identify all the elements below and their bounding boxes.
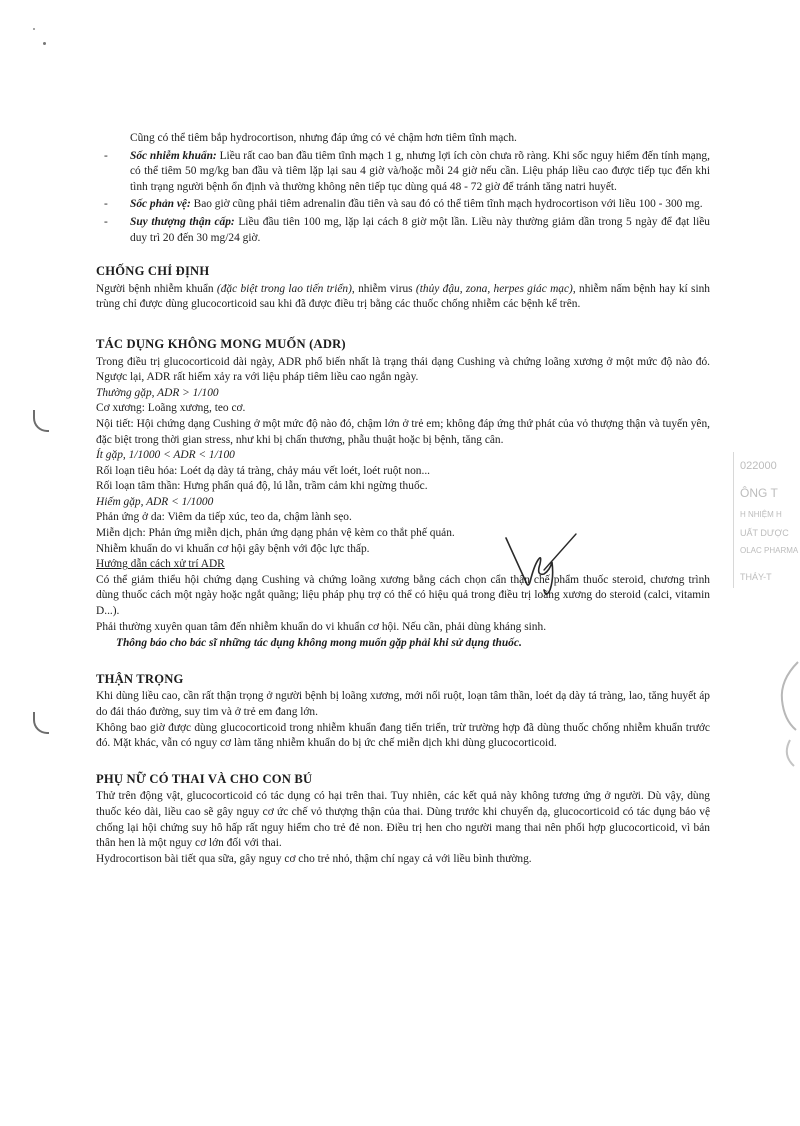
stamp-edge-mark xyxy=(770,660,800,770)
adr-common-item: Cơ xương: Loãng xương, teo cơ. xyxy=(96,402,246,415)
stamp-text: 022000 xyxy=(740,460,777,472)
list-item-term: Sốc nhiễm khuẩn: xyxy=(130,149,217,162)
adr-rare-item: Phản ứng ở da: Viêm da tiếp xúc, teo da, chậm lành sẹo. xyxy=(96,511,352,524)
stamp-text: H NHIỆM H xyxy=(740,510,782,519)
contraindications-text: Người bệnh nhiễm khuẩn (đặc biệt trong lao tiến triển), nhiễm virus (thủy đậu, zona, herpes giác mạc), nhiễm nấm bệnh hay kí sinh trùng chỉ được dùng glucocorticoid sau khi đã được điều trị bằng các thuốc chống nhiễm các bệnh kể trên. xyxy=(96,282,710,311)
list-item-text: Liều đầu tiên 100 mg, lặp lại cách 8 giờ một lần. Liều này thường giảm dần trong 5 ngày để đạt liều duy trì 20 đến 30 mg/24 giờ. xyxy=(130,215,710,244)
pregnancy-text: Thử trên động vật, glucocorticoid có tác dụng có hại trên thai. Tuy nhiên, các kết quả này không tương ứng ở người. Dù vậy, dùng thuốc kéo dài, liều cao sẽ gây nguy cơ ức chế vỏ thượng thận của thai. Dùng trước khi chuyển dạ, glucocorticoid có tác dụng bảo vệ chống lại hội chứng suy hô hấp rất nguy hiểm cho trẻ đẻ non. Điều trị hen cho người mang thai nên phối hợp glucocorticoid, vì bản thân hen là một nguy cơ lớn đối với thai. xyxy=(96,790,710,850)
list-item-text: Bao giờ cũng phải tiêm adrenalin đầu tiên và sau đó có thể tiêm tĩnh mạch hydrocortison với liều 100 - 300 mg. xyxy=(190,198,703,211)
list-item-term: Suy thượng thận cấp: xyxy=(130,215,235,228)
caution-text: Khi dùng liều cao, cần rất thận trọng ở người bệnh bị loãng xương, mới nối ruột, loạn tâm thần, loét dạ dày tá tràng, lao, tăng huyết áp do đái tháo đường, suy tim và ở trẻ em đang lớn. xyxy=(96,690,710,718)
adr-rare-item: Nhiễm khuẩn do vi khuẩn cơ hội gây bệnh với độc lực thấp. xyxy=(96,542,370,555)
stamp-text: ÔNG T xyxy=(740,486,778,500)
adr-uncommon-item: Rối loạn tâm thần: Hưng phấn quá độ, lú lẫn, trầm cảm khi ngừng thuốc. xyxy=(96,480,428,493)
list-item-text: Liều rất cao ban đầu tiêm tĩnh mạch 1 g, nhưng lợi ích còn chưa rõ ràng. Khi sốc nguy hiểm đến tính mạng, có thể tiêm 50 mg/kg ban đầu và tiêm lặp lại sau 4 giờ và/hoặc mỗi 24 giờ nếu cần. Liệu pháp liều cao được tiếp tục đến khi tình trạng người bệnh ổn định và thường không nên tiếp tục dùng quá 48 - 72 giờ để tránh tăng natri huyết. xyxy=(130,149,710,193)
adr-notice: Thông báo cho bác sĩ những tác dụng không mong muốn gặp phải khi sử dụng thuốc. xyxy=(116,637,522,650)
adr-common-item: Nội tiết: Hội chứng dạng Cushing ở một mức độ nào đó, chậm lớn ở trẻ em; không đáp ứng thứ phát của vỏ thượng thận và tuyến yên, đặc biệt trong thời gian stress, như khi bị chấn thương, phẫu thuật hoặc bị bệnh, tăng cân. xyxy=(96,417,710,446)
adr-uncommon-item: Rối loạn tiêu hóa: Loét dạ dày tá tràng, chảy máu vết loét, loét ruột non... xyxy=(96,464,431,477)
punch-hole-mark xyxy=(33,712,49,734)
punch-hole-mark xyxy=(33,410,49,432)
caution-text: Không bao giờ được dùng glucocorticoid trong nhiễm khuẩn đang tiến triển, trừ trường hợp đã dùng thuốc chống nhiễm khuẩn trước đó. Mặt khác, vẫn có nguy cơ làm tăng nhiễm khuẩn do bị ức chế miễn dịch khi dùng glucocorticoid. xyxy=(96,721,710,750)
adr-guide-text: Phải thường xuyên quan tâm đến nhiễm khuẩn do vi khuẩn cơ hội. Nếu cần, phải dùng kháng sinh. xyxy=(96,620,547,633)
company-stamp xyxy=(733,452,800,588)
adr-guide-text: Có thể giảm thiểu hội chứng dạng Cushing và chứng loãng xương bằng cách chọn cẩn thận chế phẩm thuốc steroid, chương trình dùng thuốc cách một ngày hoặc ngắt quãng; liệu pháp phụ trợ có thể có hiệu quả trong điều trị loãng xương do steroid (calci, vitamin D...). xyxy=(96,573,710,618)
list-item: - Sốc nhiễm khuẩn: Liều rất cao ban đầu tiêm tĩnh mạch 1 g, nhưng lợi ích còn chưa rõ ràng. Khi sốc nguy hiểm đến tính mạng, có thể tiêm 50 mg/kg ban đầu và tiêm lặp lại sau 4 giờ và/hoặc mỗi 24 giờ nếu cần. Liệu pháp liều cao được tiếp tục đến khi tình trạng người bệnh ổn định và thường không nên tiếp tục dùng quá 48 - 72 giờ để tránh tăng natri huyết. xyxy=(104,149,710,193)
pregnancy-text: Hydrocortison bài tiết qua sữa, gây nguy cơ cho trẻ nhỏ, thậm chí ngay cả với liều bình thường. xyxy=(96,852,532,865)
list-item: - Suy thượng thận cấp: Liều đầu tiên 100 mg, lặp lại cách 8 giờ một lần. Liều này thường giảm dần trong 5 ngày để đạt liều duy trì 20 đến 30 mg/24 giờ. xyxy=(104,215,710,244)
adr-uncommon-label: Ít gặp, 1/1000 < ADR < 1/100 xyxy=(96,449,235,462)
adr-rare-label: Hiếm gặp, ADR < 1/1000 xyxy=(96,495,214,508)
stamp-text: OLAC PHARMA xyxy=(740,546,799,555)
adr-rare-item: Miễn dịch: Phản ứng miễn dịch, phản ứng dạng phản vệ kèm co thắt phế quản. xyxy=(96,527,455,540)
list-item-term: Sốc phản vệ: xyxy=(130,198,191,211)
section-heading-pregnancy: PHỤ NỮ CÓ THAI VÀ CHO CON BÚ xyxy=(96,771,313,786)
intro-line: Cũng có thể tiêm bắp hydrocortison, nhưng đáp ứng có vẻ chậm hơn tiêm tĩnh mạch. xyxy=(130,132,517,144)
list-item: - Sốc phản vệ: Bao giờ cũng phải tiêm adrenalin đầu tiên và sau đó có thể tiêm tĩnh mạch hydrocortison với liều 100 - 300 mg. xyxy=(104,198,703,211)
scan-dot-mark xyxy=(43,42,46,45)
adr-intro: Trong điều trị glucocorticoid dài ngày, ADR phổ biến nhất là trạng thái dạng Cushing và chứng loãng xương ở một mức độ nào đó. Ngược lại, ADR rất hiếm xảy ra với liệu pháp tiêm liều cao ngắn ngày. xyxy=(96,355,710,384)
stamp-text: UẤT DƯỢC xyxy=(740,528,789,538)
section-heading-adr: TÁC DỤNG KHÔNG MONG MUỐN (ADR) xyxy=(96,336,346,351)
adr-guide-label: Hướng dẫn cách xử trí ADR xyxy=(96,558,225,571)
adr-common-label: Thường gặp, ADR > 1/100 xyxy=(96,386,219,399)
section-heading-caution: THẬN TRỌNG xyxy=(96,671,184,686)
section-heading-contraindications: CHỐNG CHỈ ĐỊNH xyxy=(96,264,210,279)
stamp-text: THÁY-T xyxy=(740,572,772,582)
document-body xyxy=(96,131,710,867)
scan-dot-mark xyxy=(33,28,35,30)
